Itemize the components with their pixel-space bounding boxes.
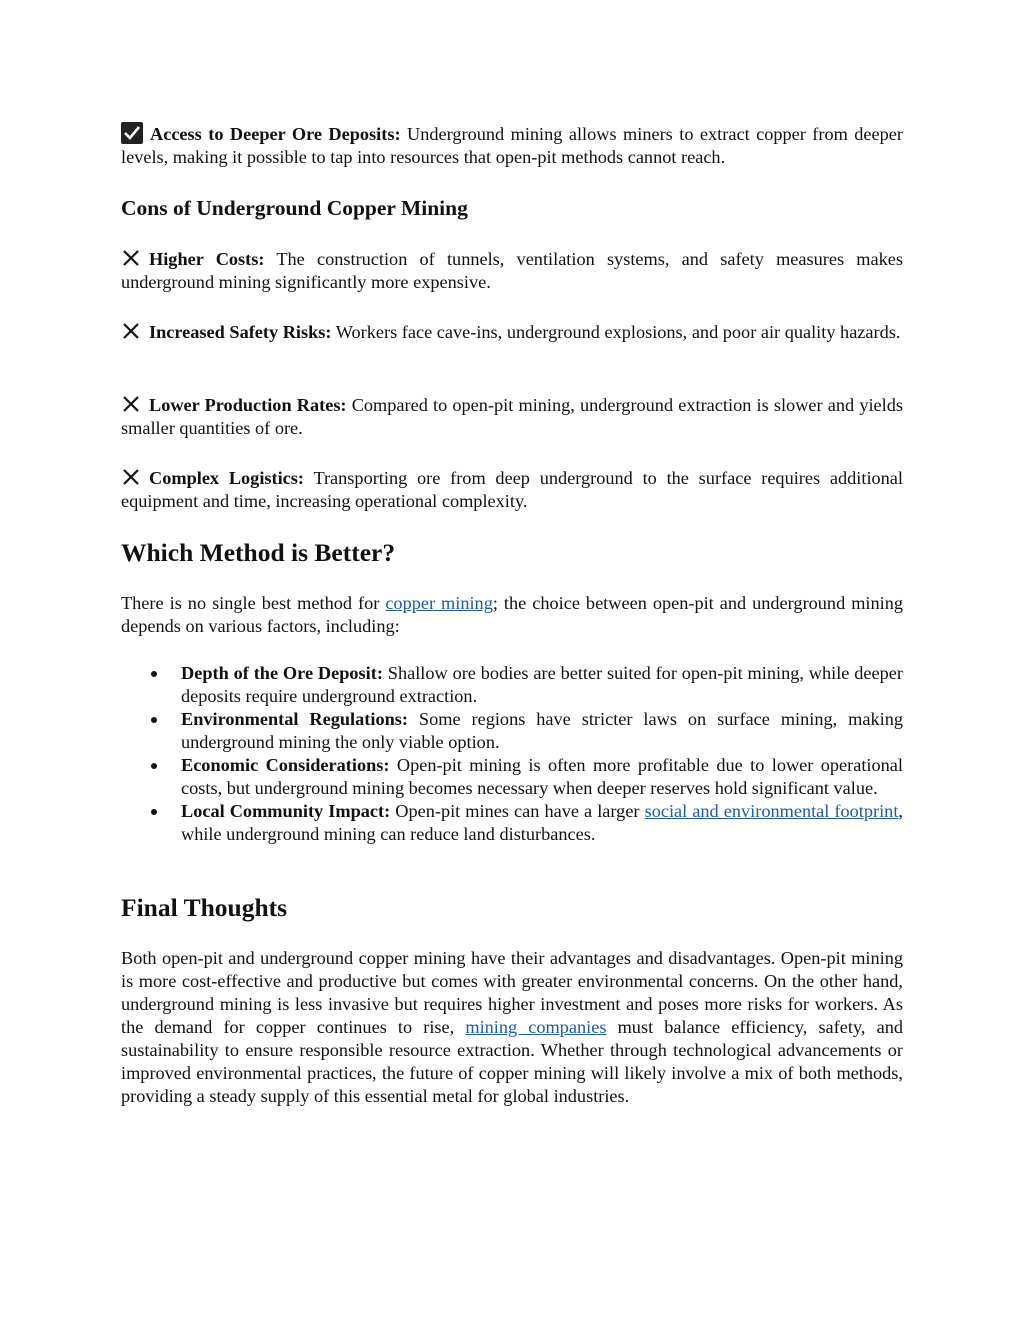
- con-item-safety: [121, 321, 903, 344]
- pro-item-text: Underground mining allows miners to extract copper from deeper levels, making it possible to tap into resources that open-pit methods cannot reach.: [121, 124, 903, 167]
- copper-mining-link[interactable]: copper mining: [385, 593, 493, 613]
- social-environmental-footprint-link[interactable]: social and environmental footprint: [644, 801, 899, 821]
- list-item: [121, 708, 903, 754]
- con-item-logistics: [121, 467, 903, 513]
- con-item-text: Compared to open-pit mining, underground extraction is slower and yields smaller quantities of ore.: [121, 395, 903, 438]
- list-item: [121, 800, 903, 846]
- final-paragraph: [121, 947, 903, 1108]
- factor-text: Some regions have stricter laws on surface mining, making underground mining the only viable option.: [181, 709, 903, 752]
- factor-title: Environmental Regulations:: [181, 709, 408, 729]
- x-icon: [121, 467, 141, 487]
- bullet-dot: [151, 717, 157, 723]
- pro-item-title: Access to Deeper Ore Deposits:: [150, 124, 401, 144]
- check-icon: [121, 122, 143, 144]
- con-item-production: [121, 394, 903, 440]
- con-item-title: Higher Costs:: [149, 249, 265, 269]
- factor-title: Depth of the Ore Deposit:: [181, 663, 383, 683]
- bullet-dot: [151, 809, 157, 815]
- con-item-title: Increased Safety Risks:: [149, 322, 332, 342]
- con-item-costs: [121, 248, 903, 294]
- factor-text-after: , while underground mining can reduce land disturbances.: [181, 801, 903, 844]
- con-item-text: Workers face cave-ins, underground explosions, and poor air quality hazards.: [331, 322, 901, 342]
- x-icon: [121, 321, 141, 341]
- factor-text: Open-pit mines can have a larger: [390, 801, 645, 821]
- x-icon: [121, 394, 141, 414]
- final-heading: Final Thoughts: [121, 893, 288, 922]
- con-item-title: Lower Production Rates:: [149, 395, 347, 415]
- con-item-title: Complex Logistics:: [149, 468, 304, 488]
- pro-item-deeper-ore: [121, 122, 903, 169]
- which-intro-text: There is no single best method for: [121, 593, 386, 613]
- factor-text: Open-pit mining is often more profitable due to lower operational costs, but underground mining becomes necessary when deeper reserves hold significant value.: [181, 755, 903, 798]
- final-text-after: must balance efficiency, safety, and sustainability to ensure responsible resource extraction. Whether through technological advancements or improved environmental practices, the future of copper mining will likely involve a mix of both methods, providing a steady supply of this essential metal for global industries.: [121, 1017, 903, 1106]
- cons-heading: Cons of Underground Copper Mining: [121, 196, 468, 220]
- factor-title: Economic Considerations:: [181, 755, 390, 775]
- factor-text: Shallow ore bodies are better suited for open-pit mining, while deeper deposits require underground extraction.: [181, 663, 903, 706]
- bullet-dot: [151, 671, 157, 677]
- x-icon: [121, 248, 141, 268]
- con-item-text: The construction of tunnels, ventilation systems, and safety measures makes underground mining significantly more expensive.: [121, 249, 903, 292]
- final-text: Both open-pit and underground copper mining have their advantages and disadvantages. Open-pit mining is more cost-effective and productive but comes with greater environmental concerns. On the other hand, underground mining is less invasive but requires higher investment and poses more risks for workers. As the demand for copper continues to rise,: [121, 948, 903, 1037]
- list-item: [121, 754, 903, 800]
- which-intro-text-after: ; the choice between open-pit and underground mining depends on various factors, including:: [121, 593, 904, 636]
- which-intro: [121, 592, 903, 638]
- list-item: [121, 662, 903, 708]
- mining-companies-link[interactable]: mining companies: [465, 1017, 607, 1037]
- factor-title: Local Community Impact:: [181, 801, 391, 821]
- bullet-dot: [151, 763, 157, 769]
- which-heading: Which Method is Better?: [121, 538, 396, 567]
- con-item-text: Transporting ore from deep underground to the surface requires additional equipment and time, increasing operational complexity.: [121, 468, 903, 511]
- factors-list: [121, 662, 903, 846]
